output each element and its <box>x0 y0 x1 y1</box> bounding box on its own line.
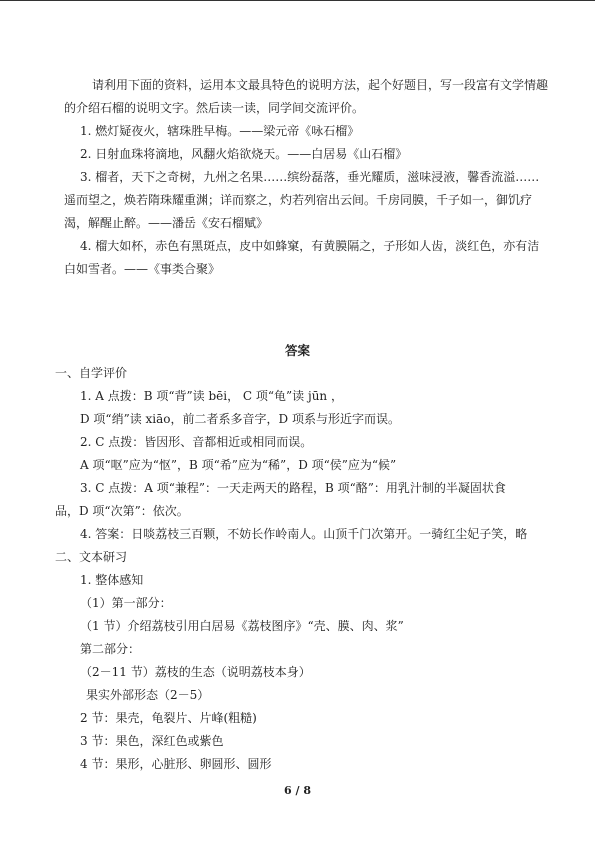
passage-line: 1. 燃灯疑夜火，辖珠胜早梅。——梁元帝《咏石榴》 <box>80 124 360 138</box>
answer-heading: 答案 <box>284 343 310 358</box>
answer-line: 品，D 项“次第”：依次。 <box>55 504 189 518</box>
answer-line: 2. C 点拨：皆因形、音都相近或相同而误。 <box>80 435 313 449</box>
answer-line: 4. 答案：日啖荔枝三百颗，不妨长作岭南人。山顶千门次第开。一骑红尘妃子笑，略 <box>80 527 528 541</box>
answer-line: 3. C 点拨：A 项“兼程”：一天走两天的路程，B 项“酪”：用乳汁制的半凝固状食 <box>80 481 506 495</box>
answer-line: （1 节）介绍荔枝引用白居易《荔枝图序》“壳、膜、肉、浆” <box>80 619 404 633</box>
passage-line: 2. 日射血珠将滴地，风翻火焰欲烧天。——白居易《山石榴》 <box>80 147 408 161</box>
header-rule <box>0 0 595 1</box>
answer-line: D 项“绡”读 xiāo，前二者系多音字，D 项系与形近字而误。 <box>80 412 400 426</box>
passage-line: 遥而望之，焕若隋珠耀重渊；详而察之，灼若列宿出云间。千房同膜，千子如一，御饥疗 <box>64 193 533 207</box>
answer-line: 2 节：果壳，龟裂片、片峰(粗糙) <box>80 711 257 725</box>
passage-line: 请利用下面的资料，运用本文最具特色的说明方法，起个好题目，写一段富有文学情趣 <box>92 78 549 92</box>
page-number: 6 / 8 <box>284 784 311 797</box>
passage-line: 4. 榴大如杯，赤色有黑斑点，皮中如蜂窠，有黄膜隔之，子形如人齿，淡红色，亦有洁 <box>80 239 540 253</box>
answer-line: （1）第一部分： <box>80 596 172 610</box>
passage-line: 3. 榴者，天下之奇树，九州之名果……缤纷磊落，垂光耀质，滋味浸液，馨香流溢…… <box>80 170 540 184</box>
passage-line: 的介绍石榴的说明文字。然后读一读，同学间交流评价。 <box>64 101 365 115</box>
answer-line: 果实外部形态（2－5） <box>86 688 210 702</box>
answer-line: 第二部分： <box>80 642 141 656</box>
answer-line: A 项“呕”应为“怄”，B 项“希”应为“稀”，D 项“侯”应为“候” <box>80 458 397 472</box>
answer-line: （2－11 节）荔枝的生态（说明荔枝本身） <box>80 665 311 679</box>
answer-line: 二、文本研习 <box>55 550 128 564</box>
answer-line: 1. A 点拨：B 项“背”读 bēi， C 项“龟”读 jūn ， <box>80 389 343 403</box>
answer-line: 4 节：果形，心脏形、卵圆形、圆形 <box>80 757 272 771</box>
passage-line: 渴，解醒止醉。——潘岳《安石榴赋》 <box>64 216 269 230</box>
answer-line: 3 节：果色，深红色或紫色 <box>80 734 224 748</box>
passage-line: 白如雪者。——《事类合聚》 <box>64 262 221 276</box>
answer-line: 一、自学评价 <box>55 366 128 380</box>
answer-line: 1. 整体感知 <box>80 573 144 587</box>
